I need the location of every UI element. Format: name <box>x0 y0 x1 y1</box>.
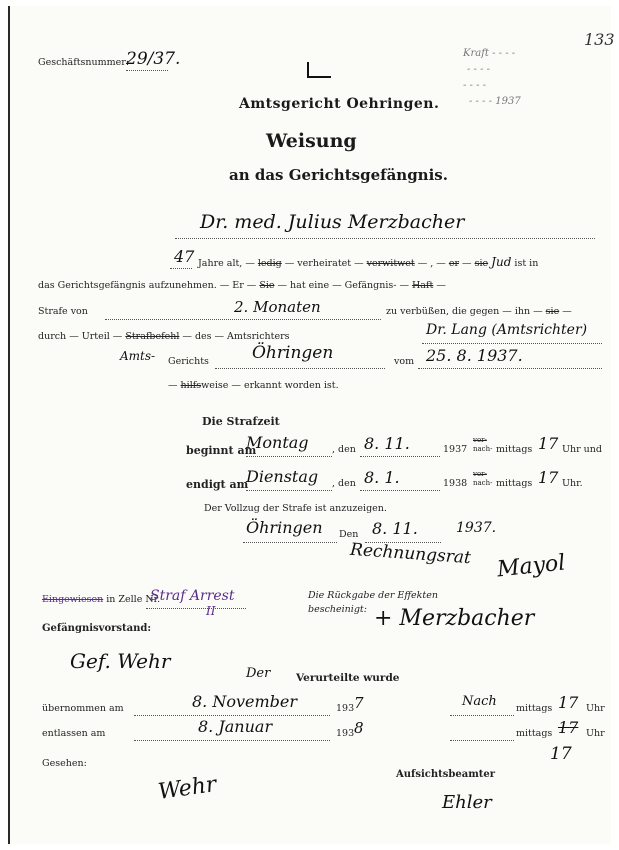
pencil-note-line: - - - - 1937 <box>469 96 521 107</box>
text: Jahre alt, — <box>198 258 255 269</box>
text: — <box>168 380 178 391</box>
end-vornach <box>473 470 492 488</box>
text: das Gerichtsgefängnis aufzunehmen. — Er — <box>38 280 257 291</box>
end-uhr: Uhr. <box>562 478 583 489</box>
effekten-line-2: bescheinigt: <box>308 604 367 615</box>
text-struck: ledig <box>257 258 282 269</box>
end-day: Dienstag <box>246 467 319 486</box>
prisoner-name: Dr. med. Julius Merzbacher <box>200 211 465 233</box>
uebernommen-vornach-line <box>450 715 514 716</box>
end-day-line <box>246 490 332 491</box>
cell-number: II <box>206 604 216 618</box>
date-line <box>418 368 602 369</box>
body-line-4 <box>38 331 290 342</box>
gesehen-signature: Wehr <box>156 772 218 805</box>
begin-date-line <box>360 456 440 457</box>
entlassen-date: 8. Januar <box>198 717 273 736</box>
begin-day-line <box>246 456 332 457</box>
text: — des — Amtsrichters <box>182 331 290 342</box>
entlassen-date-line <box>134 740 330 741</box>
entlassen-mittags: mittags <box>516 728 553 739</box>
uebernommen-date-line <box>134 715 330 716</box>
entlassen-vornach-line <box>450 740 514 741</box>
text-struck: sie <box>545 306 560 317</box>
form-mark <box>307 62 331 78</box>
end-mittags: mittags <box>496 478 533 489</box>
body-line-2 <box>38 280 446 291</box>
form-subtitle: an das Gerichtsgefängnis. <box>229 166 448 184</box>
begin-mittags: mittags <box>496 444 533 455</box>
pencil-note-line: - - - - <box>467 64 491 75</box>
issue-date: 8. 11. <box>372 519 418 538</box>
text: ist in <box>514 258 539 269</box>
effekten-line-1: Die Rückgabe der Effekten <box>308 590 438 601</box>
place-line <box>215 368 385 369</box>
uebernommen-year-pre: 193 <box>336 703 355 714</box>
judge-name: Dr. Lang (Amtsrichter) <box>426 322 588 338</box>
court-label: Gerichts <box>168 356 209 367</box>
handwritten-note: Jud <box>491 255 512 269</box>
end-date-line <box>360 490 440 491</box>
strafzeit-heading: Die Strafzeit <box>202 415 280 428</box>
pencil-note <box>463 46 521 110</box>
beamter-signature: Ehler <box>442 792 492 813</box>
pencil-note-line: - - - - <box>463 80 487 91</box>
age-value: 47 <box>174 247 195 266</box>
duration-line <box>105 319 381 320</box>
end-year: 1938 <box>443 478 468 489</box>
beamter-label: Aufsichtsbeamter <box>396 769 496 780</box>
text: — <box>462 258 472 269</box>
eingewiesen-label: Eingewiesen <box>42 594 104 605</box>
uebernommen-mittags: mittags <box>516 703 553 714</box>
zelle-label: in Zelle Nr. <box>106 594 161 605</box>
cell-assignment: Straf Arrest <box>150 588 235 604</box>
text-struck: verwitwet <box>366 258 415 269</box>
text-struck: Strafbefehl <box>125 331 180 342</box>
judge-line <box>422 343 602 344</box>
nach-label: nach- <box>473 479 493 487</box>
text-struck: Haft <box>412 280 434 291</box>
document-page <box>8 6 615 844</box>
der-label: Der <box>246 666 271 681</box>
begin-hour: 17 <box>538 434 559 453</box>
page-number: 133 <box>584 30 615 49</box>
begin-year: 1937 <box>443 444 468 455</box>
signature-title: Rechnungsrat <box>349 539 472 569</box>
age-line <box>170 268 192 269</box>
sentence-label: Strafe von <box>38 306 88 317</box>
issue-place-line <box>243 542 337 543</box>
vom-label: vom <box>394 356 415 367</box>
uebernommen-uhr: Uhr <box>586 703 605 714</box>
uebernommen-label: übernommen am <box>42 703 124 714</box>
notice-text: Der Vollzug der Strafe ist anzuzeigen. <box>204 503 387 514</box>
vorstand-label: Gefängnisvorstand: <box>42 623 152 634</box>
begin-date: 8. 11. <box>364 434 410 453</box>
text: weise — erkannt worden ist. <box>201 380 339 391</box>
text: — <box>562 306 572 317</box>
form-title: Weisung <box>266 130 357 152</box>
vorstand-signature: Gef. Wehr <box>70 649 171 673</box>
vor-label: vor- <box>473 470 487 478</box>
entlassen-uhr: Uhr <box>586 728 605 739</box>
begin-den: , den <box>332 444 356 455</box>
text-struck: sie <box>474 258 489 269</box>
court-place: Öhringen <box>252 343 334 363</box>
end-den: , den <box>332 478 356 489</box>
text: zu verbüßen, die gegen — ihn — <box>386 306 543 317</box>
name-line <box>175 238 595 239</box>
judgment-date: 25. 8. 1937. <box>426 346 523 365</box>
entlassen-label: entlassen am <box>42 728 106 739</box>
body-line-3 <box>386 306 572 317</box>
text: — hat eine — Gefängnis- — <box>277 280 409 291</box>
cell-line <box>146 608 246 609</box>
begin-day: Montag <box>246 433 309 452</box>
end-date: 8. 1. <box>364 468 400 487</box>
entlassen-year: 8 <box>354 719 364 737</box>
sentence-duration: 2. Monaten <box>234 298 321 316</box>
begin-label: beginnt am <box>186 444 257 457</box>
text: — verheiratet — <box>284 258 364 269</box>
begin-uhr: Uhr und <box>562 444 603 455</box>
uebernommen-vornach: Nach <box>462 694 497 709</box>
case-number: 29/37. <box>126 49 181 69</box>
transfer-heading: Verurteilte wurde <box>296 672 400 684</box>
text: — , — <box>417 258 446 269</box>
vor-label: vor- <box>473 436 487 444</box>
body-line-6 <box>168 380 339 391</box>
end-hour: 17 <box>538 468 559 487</box>
case-label: Geschäftsnummer: <box>38 57 130 68</box>
pencil-note-line: Kraft - - - - <box>463 48 516 59</box>
entlassen-year-pre: 193 <box>336 728 355 739</box>
court-name: Amtsgericht Oehringen. <box>239 96 440 112</box>
uebernommen-hour: 17 <box>558 693 579 712</box>
issue-year: 1937. <box>456 520 497 536</box>
end-label: endigt am <box>186 478 249 491</box>
uebernommen-date: 8. November <box>192 692 298 711</box>
text: — <box>436 280 446 291</box>
margin-note: Amts- <box>120 349 156 363</box>
eingewiesen-row <box>42 594 160 605</box>
text-struck: Sie <box>259 280 275 291</box>
issue-place: Öhringen <box>246 518 323 537</box>
entlassen-hour: 17 <box>558 718 579 737</box>
effekten-signature: + Merzbacher <box>374 606 535 631</box>
uebernommen-year: 7 <box>354 694 364 712</box>
text-struck: er <box>448 258 460 269</box>
case-number-line <box>126 70 168 71</box>
text-struck: hilfs <box>180 380 202 391</box>
signature-name: Mayol <box>495 550 567 583</box>
nach-label: nach- <box>473 445 493 453</box>
begin-vornach <box>473 436 492 454</box>
entlassen-hour-correction: 17 <box>550 744 572 764</box>
gesehen-label: Gesehen: <box>42 758 87 769</box>
body-line-1 <box>198 255 538 269</box>
text: durch — Urteil — <box>38 331 123 342</box>
den-label: Den <box>339 529 359 540</box>
